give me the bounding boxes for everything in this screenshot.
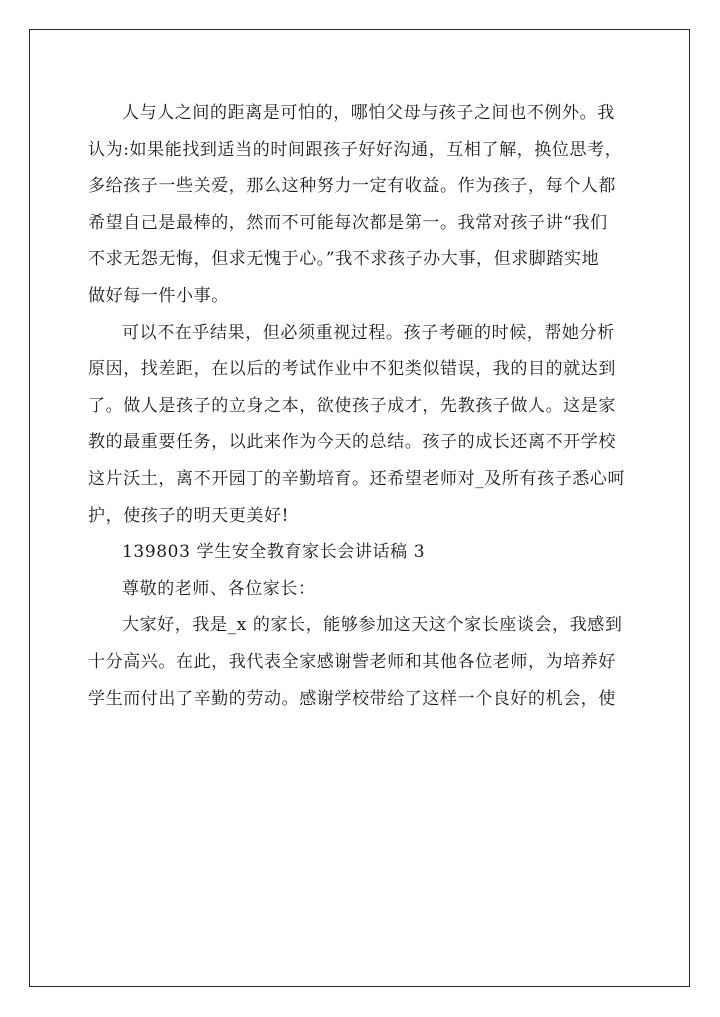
text-line: 学生而付出了辛勤的劳动。感谢学校带给了这样一个良好的机会，使 xyxy=(88,688,616,709)
section-heading: 139803 学生安全教育家长会讲话稿 3 xyxy=(122,542,426,563)
text-line: 教的最重要任务，以此来作为今天的总结。孩子的成长还离不开学校 xyxy=(88,432,616,453)
text-line: 做好每一件小事。 xyxy=(88,285,229,306)
text-line: 了。做人是孩子的立身之本，欲使孩子成才，先教孩子做人。这是家 xyxy=(88,395,616,416)
text-line: 认为:如果能找到适当的时间跟孩子好好沟通，互相了解，换位思考， xyxy=(88,139,623,160)
paragraph-2 xyxy=(88,315,633,535)
text-line: 这片沃土，离不开园丁的辛勤培育。还希望老师对_及所有孩子悉心呵 xyxy=(88,468,626,489)
text-line: 希望自己是最棒的，然而不可能每次都是第一。我常对孩子讲“我们 xyxy=(88,212,608,233)
paragraph-3 xyxy=(88,607,633,717)
text-line: 多给孩子一些关爱，那么这种努力一定有收益。作为孩子，每个人都 xyxy=(88,176,616,197)
salutation: 尊敬的老师、各位家长： xyxy=(122,578,316,599)
text-line: 十分高兴。在此，我代表全家感谢訾老师和其他各位老师，为培养好 xyxy=(88,651,616,672)
text-line: 人与人之间的距离是可怕的，哪怕父母与孩子之间也不例外。我 xyxy=(122,103,615,123)
text-line: 原因，找差距，在以后的考试作业中不犯类似错误，我的目的就达到 xyxy=(88,359,616,380)
text-line: 不求无怨无悔，但求无愧于心。”我不求孩子办大事，但求脚踏实地 xyxy=(88,249,600,270)
text-line: 护，使孩子的明天更美好! xyxy=(88,505,290,526)
text-line: 可以不在乎结果，但必须重视过程。孩子考砸的时候，帮她分析 xyxy=(122,322,615,343)
text-line: 大家好，我是_x 的家长，能够参加这天这个家长座谈会，我感到 xyxy=(122,615,623,636)
paragraph-1 xyxy=(88,95,633,315)
document-body xyxy=(88,95,633,717)
